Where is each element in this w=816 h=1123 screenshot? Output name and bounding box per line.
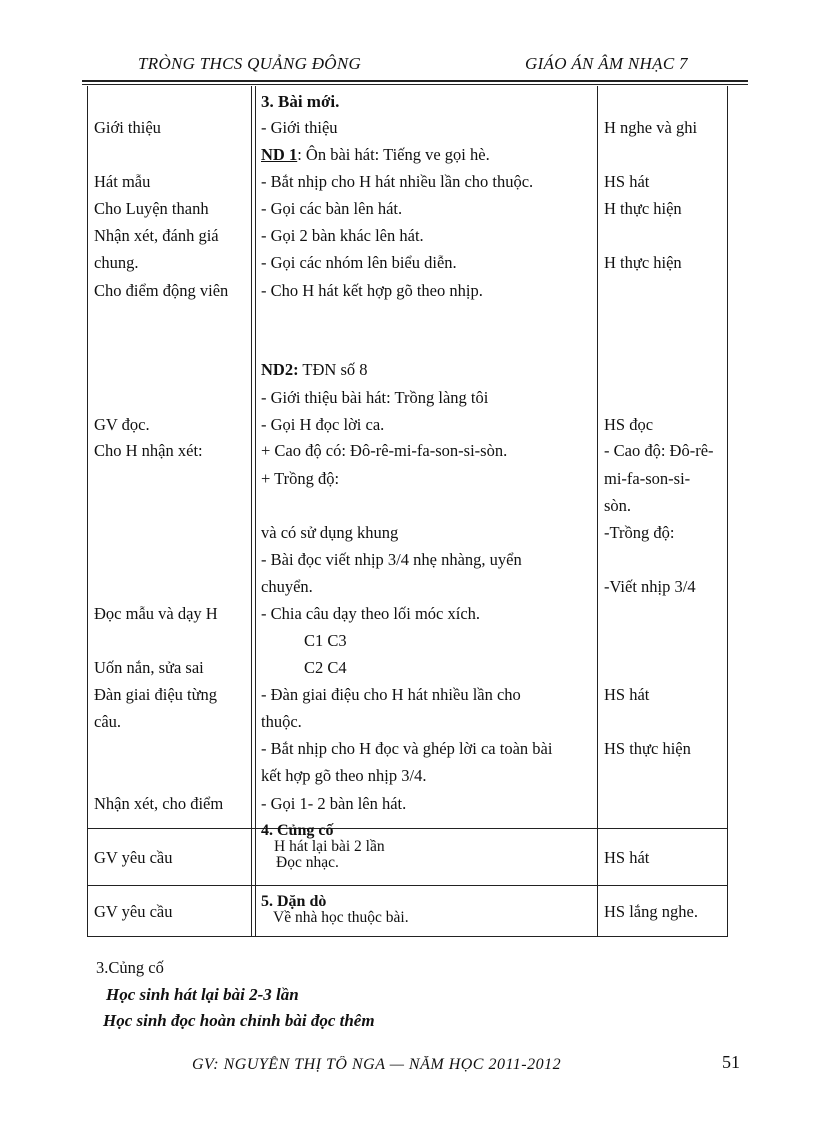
cell-left: GV yêu cầu: [94, 848, 173, 867]
header-rule-thick: [82, 80, 748, 82]
cell-middle: + Cao độ có: Đô-rê-mi-fa-son-si-sòn.: [261, 441, 508, 460]
nd2-label: ND2:: [261, 360, 299, 379]
section-title-new-lesson: 3. Bài mới.: [261, 92, 340, 111]
header-school: TRÒNG THCS QUẢNG ĐÔNG: [138, 54, 362, 73]
consolidation-line: Học sinh đọc hoàn chỉnh bài đọc thêm: [103, 1011, 375, 1030]
cell-left: Nhận xét, cho điểm: [94, 794, 224, 813]
cell-left: Cho điểm động viên: [94, 281, 229, 300]
cell-left: Giới thiệu: [94, 118, 161, 137]
header-subject: GIÁO ÁN ÂM NHẠC 7: [525, 54, 688, 73]
footer-author: GV: NGUYỄN THỊ TỐ NGA — NĂM HỌC 2011-2012: [192, 1056, 562, 1072]
page-number: 51: [722, 1052, 740, 1072]
cell-left: câu.: [94, 712, 122, 731]
cell-right: HS lắng nghe.: [604, 902, 698, 921]
cell-middle: - Đàn giai điệu cho H hát nhiều lần cho: [261, 685, 521, 704]
cell-middle: - Giới thiệu bài hát: Trồng làng tôi: [261, 388, 489, 407]
cell-middle: thuộc.: [261, 712, 302, 731]
cell-left: Uốn nắn, sửa sai: [94, 658, 204, 677]
cell-middle: - Gọi H đọc lời ca.: [261, 415, 385, 434]
cell-middle: - Gọi 2 bàn khác lên hát.: [261, 226, 424, 245]
cell-left: Đọc mẫu và dạy H: [94, 604, 218, 623]
cell-middle-sentences: C2 C4: [304, 658, 347, 677]
consolidation-line: Học sinh hát lại bài 2-3 lần: [106, 985, 299, 1004]
cell-right: - Cao độ: Đô-rê-: [604, 441, 714, 460]
cell-left: Hát mẫu: [94, 172, 151, 191]
cell-right: H thực hiện: [604, 253, 682, 272]
cell-right: HS hát: [604, 172, 650, 191]
cell-right: HS hát: [604, 685, 650, 704]
consolidation-heading: 3.Củng cố: [96, 958, 164, 977]
cell-middle: - Bắt nhịp cho H đọc và ghép lời ca toàn bài: [261, 739, 553, 758]
cell-left: GV yêu cầu: [94, 902, 173, 921]
cell-right: H thực hiện: [604, 199, 682, 218]
nd1-text: : Ôn bài hát: Tiếng ve gọi hè.: [297, 145, 490, 164]
nd1-label: ND 1: [261, 145, 298, 164]
cell-middle: - Bắt nhịp cho H hát nhiều lần cho thuộc.: [261, 172, 534, 191]
cell-middle: kết hợp gõ theo nhịp 3/4.: [261, 766, 427, 785]
cell-middle: và có sử dụng khung: [261, 523, 399, 542]
cell-middle: - Bài đọc viết nhịp 3/4 nhẹ nhàng, uyển: [261, 550, 522, 569]
cell-left: Cho Luyện thanh: [94, 199, 209, 218]
cell-middle: - Gọi các bàn lên hát.: [261, 199, 403, 218]
cell-right: mi-fa-son-si-: [604, 469, 691, 488]
table-border-bottom: [87, 936, 728, 937]
row-separator-1: [87, 828, 728, 829]
cell-middle: + Trồng độ:: [261, 469, 340, 488]
cung-co-line: H hát lại bài 2 lần: [274, 838, 385, 855]
cell-right: HS thực hiện: [604, 739, 691, 758]
cell-middle: chuyển.: [261, 577, 313, 596]
cell-middle-nd1: [261, 145, 490, 165]
cell-middle: - Chia câu dạy theo lối móc xích.: [261, 604, 481, 623]
cell-right: sòn.: [604, 496, 632, 515]
nd2-text: TĐN số 8: [298, 360, 368, 379]
table-divider-2: [597, 86, 598, 937]
cell-left: Nhận xét, đánh giá: [94, 226, 219, 245]
cell-right: -Viết nhịp 3/4: [604, 577, 696, 596]
cell-middle-sentences: C1 C3: [304, 631, 347, 650]
cell-left: chung.: [94, 253, 139, 272]
cell-left: GV đọc.: [94, 415, 150, 434]
cell-right: -Trồng độ:: [604, 523, 675, 542]
cung-co-line: Đọc nhạc.: [276, 854, 339, 871]
table-border-left: [87, 86, 88, 937]
cell-middle: - Cho H hát kết hợp gõ theo nhịp.: [261, 281, 483, 300]
cell-left: Đàn giai điệu từng: [94, 685, 218, 704]
row-separator-2: [87, 885, 728, 886]
cell-right: HS hát: [604, 848, 650, 867]
cell-left: Cho H nhận xét:: [94, 441, 203, 460]
cell-middle-nd2: [261, 360, 368, 380]
table-border-right: [727, 86, 728, 937]
cell-middle: - Gọi các nhóm lên biểu diễn.: [261, 253, 457, 272]
table-divider-1: [251, 86, 256, 937]
cell-right: H nghe và ghi: [604, 118, 698, 137]
section-title-dan-do: 5. Dặn dò: [261, 893, 327, 910]
cell-right: HS đọc: [604, 415, 654, 434]
cell-middle: - Gọi 1- 2 bàn lên hát.: [261, 794, 407, 813]
dan-do-line: Về nhà học thuộc bài.: [273, 909, 409, 926]
cell-middle: - Giới thiệu: [261, 118, 338, 137]
section-title-cung-co: 4. Củng cố: [261, 822, 334, 839]
header-rule-thin: [82, 84, 748, 85]
